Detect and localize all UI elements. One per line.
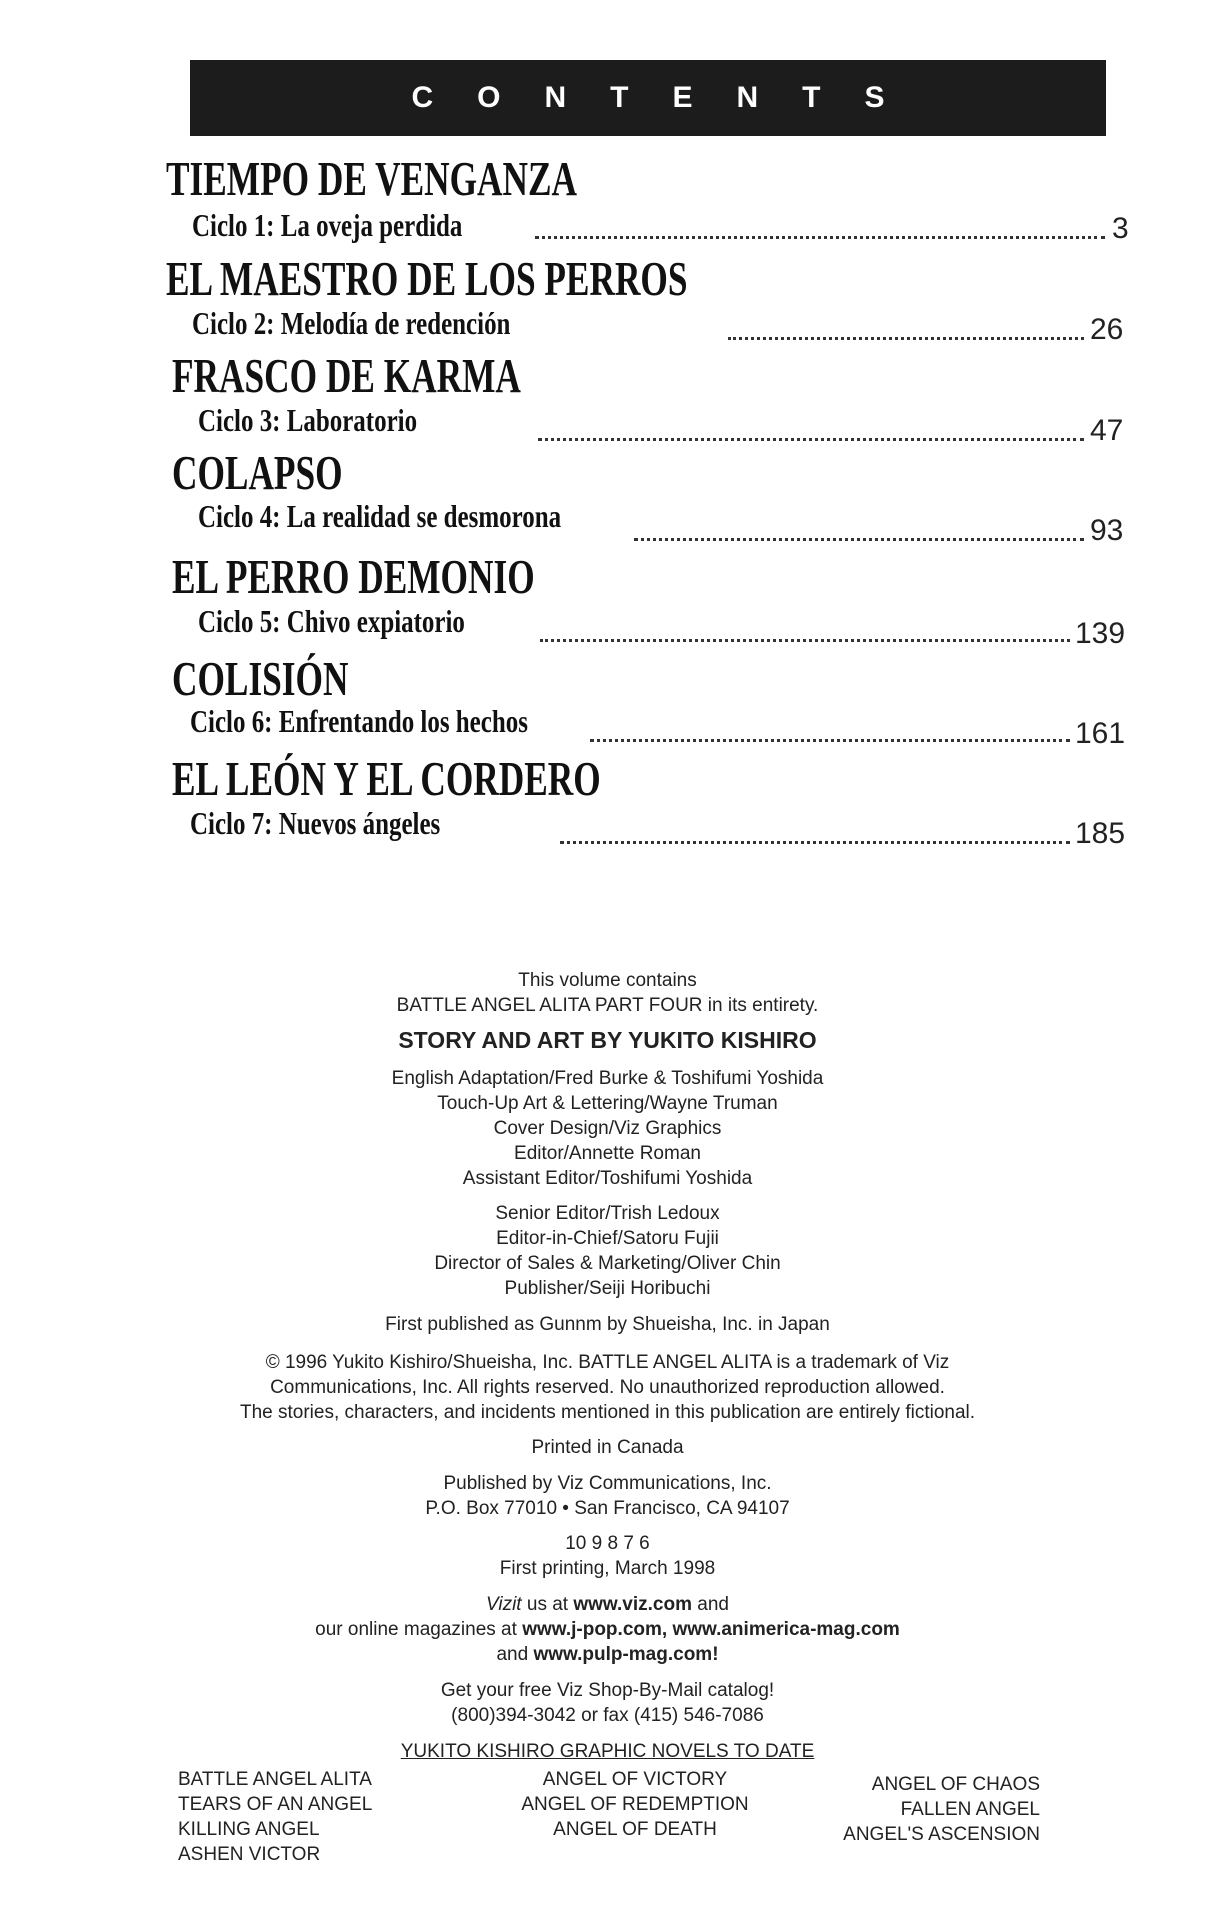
viz-link[interactable]: www.viz.com <box>573 1594 692 1615</box>
toc-leader-dots <box>590 739 1070 742</box>
credits-staff-line: Director of Sales & Marketing/Oliver Chin <box>434 1253 781 1274</box>
toc-entry-subtitle[interactable]: Ciclo 3: Laboratorio <box>198 402 418 438</box>
credits-staff-line: Cover Design/Viz Graphics <box>493 1118 722 1139</box>
toc-leader-dots <box>728 337 1084 340</box>
toc-entry-title[interactable]: COLISIÓN <box>172 651 349 706</box>
toc-entry-title[interactable]: EL PERRO DEMONIO <box>172 549 535 604</box>
novel-title: ANGEL OF DEATH <box>553 1819 717 1840</box>
toc-leader-dots <box>535 236 1105 239</box>
novel-title: FALLEN ANGEL <box>900 1799 1040 1820</box>
credits-printed: Printed in Canada <box>531 1437 684 1458</box>
credits-staff-line: Editor-in-Chief/Satoru Fujii <box>496 1228 719 1249</box>
credits-copyright-line: © 1996 Yukito Kishiro/Shueisha, Inc. BATTLE ANGEL ALITA is a trademark of Viz <box>265 1352 950 1373</box>
credits-volume-line: This volume contains <box>518 970 697 991</box>
contents-header <box>190 60 1106 136</box>
toc-leader-dots <box>634 538 1084 541</box>
pulp-link[interactable]: www.pulp-mag.com! <box>533 1644 719 1665</box>
credits-staff-line: Editor/Annette Roman <box>514 1143 701 1164</box>
toc-page-number: 47 <box>1090 414 1124 447</box>
toc-page-number: 3 <box>1112 212 1129 245</box>
toc-entry-subtitle[interactable]: Ciclo 6: Enfrentando los hechos <box>190 703 528 739</box>
toc-entry-title[interactable]: TIEMPO DE VENGANZA <box>166 151 577 206</box>
credits-publisher-address: P.O. Box 77010 • San Francisco, CA 94107 <box>425 1498 790 1519</box>
credits-staff-line: English Adaptation/Fred Burke & Toshifumi Yoshida <box>391 1068 824 1089</box>
jpop-link[interactable]: www.j-pop.com, <box>522 1619 668 1640</box>
credits-phone-line: (800)394-3042 or fax (415) 546-7086 <box>451 1705 764 1726</box>
toc-entry-title[interactable]: EL MAESTRO DE LOS PERROS <box>166 251 688 306</box>
novel-title: ANGEL OF VICTORY <box>542 1769 728 1790</box>
toc-leader-dots <box>538 438 1084 441</box>
toc-page-number: 161 <box>1075 717 1126 750</box>
credits-visit-line: Vizit us at www.viz.com and <box>486 1594 729 1615</box>
toc-entry-title[interactable]: FRASCO DE KARMA <box>172 348 521 403</box>
toc-entry-title[interactable]: COLAPSO <box>172 445 343 500</box>
vizit-word: Vizit <box>486 1594 522 1615</box>
toc-page-number: 26 <box>1090 313 1124 346</box>
novel-title: ASHEN VICTOR <box>178 1844 321 1865</box>
credits-pulp-line: and www.pulp-mag.com! <box>496 1644 719 1665</box>
novel-title: BATTLE ANGEL ALITA <box>178 1769 372 1790</box>
credits-staff-line: Assistant Editor/Toshifumi Yoshida <box>462 1168 753 1189</box>
toc-leader-dots <box>560 841 1070 844</box>
credits-staff-line: Senior Editor/Trish Ledoux <box>495 1203 720 1224</box>
credits-copyright-line: The stories, characters, and incidents mentioned in this publication are entirely fictional. <box>239 1402 976 1423</box>
credits-magazines-line: our online magazines at www.j-pop.com, www.animerica-mag.com <box>315 1619 900 1640</box>
toc-entry-subtitle[interactable]: Ciclo 2: Melodía de redención <box>192 305 511 341</box>
credits-publisher-line: Published by Viz Communications, Inc. <box>443 1473 772 1494</box>
novel-title: ANGEL OF CHAOS <box>871 1774 1040 1795</box>
novels-heading: YUKITO KISHIRO GRAPHIC NOVELS TO DATE <box>400 1741 815 1762</box>
novels-column-3 <box>810 1772 1040 1847</box>
novel-title: KILLING ANGEL <box>178 1819 320 1840</box>
toc-leader-dots <box>540 639 1070 642</box>
toc-page-number: 139 <box>1075 617 1126 650</box>
toc-entry-subtitle[interactable]: Ciclo 4: La realidad se desmorona <box>198 498 562 534</box>
toc-entry-subtitle[interactable]: Ciclo 7: Nuevos ángeles <box>190 805 441 841</box>
credits-volume-contents: BATTLE ANGEL ALITA PART FOUR in its entirety. <box>396 995 819 1016</box>
toc-entry-subtitle[interactable]: Ciclo 5: Chivo expiatorio <box>198 603 465 639</box>
credits-story-art: STORY AND ART BY YUKITO KISHIRO <box>398 1027 817 1053</box>
toc-page-number: 93 <box>1090 514 1124 547</box>
contents-title: CONTENTS <box>411 81 929 114</box>
animerica-link[interactable]: www.animerica-mag.com <box>672 1619 900 1640</box>
novels-column-1 <box>178 1767 372 1867</box>
novels-column-2 <box>500 1767 770 1842</box>
toc-entry-title[interactable]: EL LEÓN Y EL CORDERO <box>172 751 601 806</box>
credits-staff-line: Publisher/Seiji Horibuchi <box>504 1278 711 1299</box>
novel-title: ANGEL OF REDEMPTION <box>521 1794 749 1815</box>
credits-first-published: First published as Gunnm by Shueisha, Inc. in Japan <box>385 1314 830 1335</box>
credits-printing-numbers: 10 9 8 7 6 <box>565 1533 650 1554</box>
novel-title: TEARS OF AN ANGEL <box>178 1794 373 1815</box>
credits-first-printing: First printing, March 1998 <box>499 1558 716 1579</box>
novel-title: ANGEL'S ASCENSION <box>843 1824 1040 1845</box>
toc-page-number: 185 <box>1075 817 1126 850</box>
credits-staff-line: Touch-Up Art & Lettering/Wayne Truman <box>437 1093 778 1114</box>
credits-catalog-line: Get your free Viz Shop-By-Mail catalog! <box>440 1680 775 1701</box>
toc-entry-subtitle[interactable]: Ciclo 1: La oveja perdida <box>192 207 463 243</box>
credits-copyright-line: Communications, Inc. All rights reserved. No unauthorized reproduction allowed. <box>270 1377 945 1398</box>
